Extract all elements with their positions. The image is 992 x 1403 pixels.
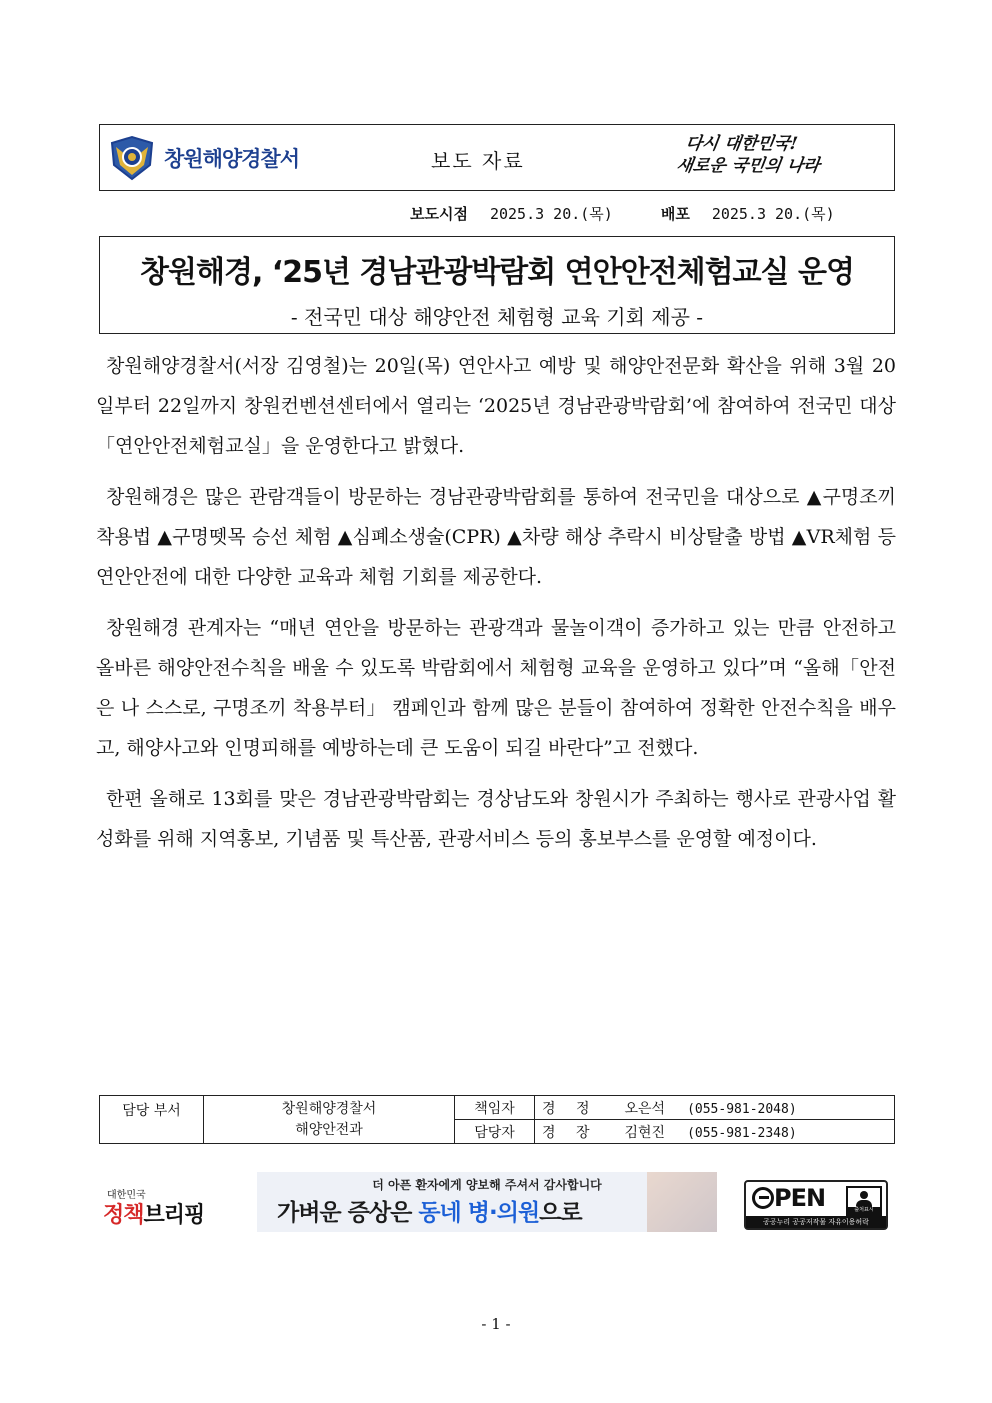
kogl-open-badge: [744, 1180, 888, 1230]
release-label: 보도시점: [410, 205, 468, 223]
paragraph: 창원해양경찰서(서장 김영철)는 20일(목) 연안사고 예방 및 해양안전문화 확산을 위해 3월 20일부터 22일까지 창원컨벤션센터에서 열리는 ‘2025년 경남관광박람회’에 참여하여 전국민 대상「연안안전체험교실」을 운영한다고 밝혔다.: [96, 355, 896, 457]
open-o-icon: [752, 1187, 774, 1209]
contact-person: [605, 1096, 895, 1120]
policy-briefing-logo: [103, 1186, 213, 1230]
banner-headline-part2: 동네 병·의원: [418, 1200, 540, 1226]
subtitle: - 전국민 대상 해양안전 체험형 교육 기회 제공 -: [290, 305, 704, 329]
article-body: [96, 346, 896, 870]
page-number: - 1 -: [481, 1315, 511, 1333]
contact-role: 담당자: [455, 1120, 535, 1144]
distribute-date: 2025.3 20.(목): [711, 205, 835, 223]
main-title: 창원해경, ‘25년 경남관광박람회 연안안전체험교실 운영: [140, 255, 854, 290]
contact-phone: (055-981-2048): [687, 1101, 797, 1117]
contact-role: 책임자: [455, 1096, 535, 1120]
dept-name: [204, 1096, 455, 1144]
title-box: [99, 236, 895, 334]
contact-name: 오은석: [624, 1100, 666, 1117]
distribute-label: 배포: [660, 205, 690, 223]
slogan-line-2: 새로운 국민의 나라: [675, 156, 822, 176]
contact-rank: 경 정: [535, 1096, 605, 1120]
release-dates: [410, 203, 835, 224]
briefing-black-text: 브리핑: [143, 1203, 205, 1228]
slogan-line-1: 다시 대한민국!: [684, 134, 799, 154]
attribution-person-icon: [846, 1186, 882, 1216]
contact-phone: (055-981-2348): [687, 1125, 797, 1141]
doc-type-label: 보도 자료: [431, 149, 525, 173]
paragraph: 창원해경은 많은 관람객들이 방문하는 경남관광박람회를 통하여 전국민을 대상으로 ▲구명조끼 착용법 ▲구명뗏목 승선 체험 ▲심폐소생술(CPR) ▲차량 해상 추락시 비상탈출 방법 ▲VR체험 등 연안안전에 대한 다양한 교육과 체험 기회를 제공한다.: [96, 486, 896, 588]
paragraph: 창원해경 관계자는 “매년 연안을 방문하는 관광객과 물놀이객이 증가하고 있는 만큼 안전하고 올바른 해양안전수칙을 배울 수 있도록 박람회에서 체험형 교육을 운영하고 있다”며 “올해「안전은 나 스스로, 구명조끼 착용부터」 캠페인과 함께 많은 분들이 참여하여 정확한 안전수칙을 배우고, 해양사고와 인명피해를 예방하는데 큰 도움이 되길 바란다”고 전했다.: [96, 617, 896, 759]
banner-headline-part1: 가벼운 증상은: [277, 1200, 419, 1226]
header-box: [99, 124, 895, 191]
contact-row: [100, 1096, 895, 1120]
banner-headline: [277, 1194, 582, 1227]
dept-line-1: 창원해양경찰서: [281, 1100, 377, 1117]
contact-rank: 경 장: [535, 1120, 605, 1144]
contact-table: [99, 1095, 895, 1144]
org-name: 창원해양경찰서: [164, 147, 300, 171]
dept-line-2: 해양안전과: [295, 1121, 363, 1138]
release-date: 2025.3 20.(목): [489, 205, 613, 223]
coast-guard-emblem-icon: [110, 135, 154, 181]
open-word-text: PEN: [774, 1184, 826, 1212]
contact-name: 김현진: [624, 1124, 666, 1141]
banner-headline-part3: 으로: [539, 1200, 582, 1226]
briefing-wordmark: [103, 1198, 204, 1229]
banner-top-text: 더 아픈 환자에게 양보해 주셔서 감사합니다: [372, 1178, 602, 1192]
paragraph: 한편 올해로 13회를 맞은 경남관광박람회는 경상남도와 창원시가 주최하는 행사로 관광사업 활성화를 위해 지역홍보, 기념품 및 특산품, 관광서비스 등의 홍보부스를 운영할 예정이다.: [96, 788, 896, 850]
open-caption: 공공누리 공공저작물 자유이용허락: [746, 1216, 886, 1228]
briefing-red-text: 정책: [103, 1203, 144, 1228]
slogan: [675, 133, 881, 177]
campaign-banner: [257, 1172, 717, 1232]
contact-person: [605, 1120, 895, 1144]
briefing-small-text: 대한민국: [107, 1190, 146, 1201]
open-wordmark: [752, 1184, 825, 1212]
banner-image: [647, 1172, 717, 1232]
attribution-label: 출처표시: [848, 1207, 880, 1214]
dept-label: 담당 부서: [100, 1096, 204, 1144]
